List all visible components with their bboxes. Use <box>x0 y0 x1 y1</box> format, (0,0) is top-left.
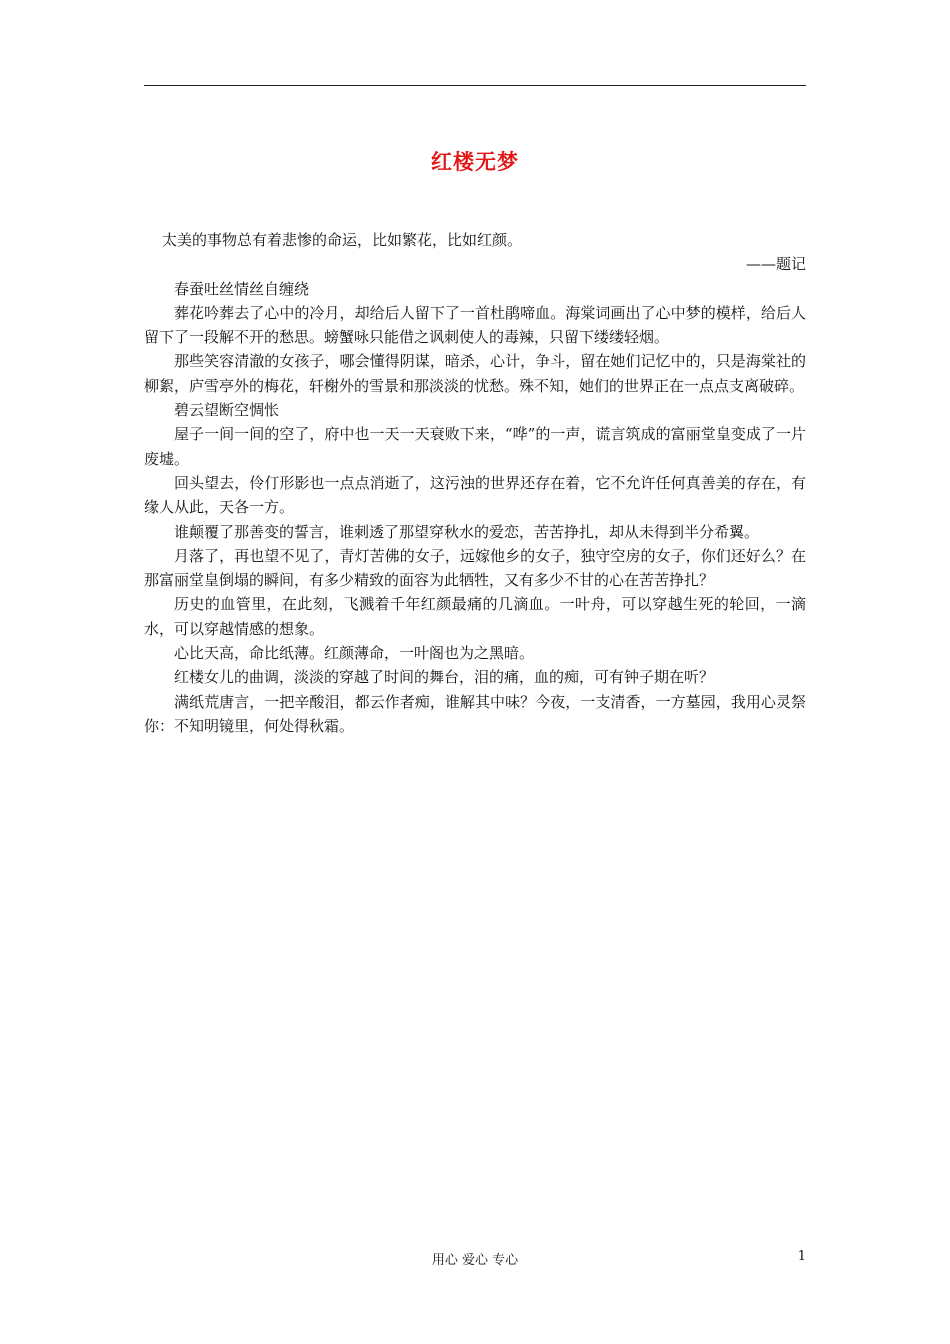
paragraph: 葬花吟葬去了心中的冷月，却给后人留下了一首杜鹃啼血。海棠词画出了心中梦的模样，给后人留下了一段解不开的愁思。螃蟹咏只能借之讽刺使人的毒辣，只留下缕缕轻烟。 <box>144 303 806 347</box>
section-heading: 春蚕吐丝情丝自缠绕 <box>174 279 310 298</box>
header-rule <box>144 85 806 86</box>
paragraph: 历史的血管里，在此刻，飞溅着千年红颜最痛的几滴血。一叶舟，可以穿越生死的轮回，一滴水，可以穿越情感的想象。 <box>144 595 806 638</box>
document-title: 红楼无梦 <box>431 150 519 174</box>
section-heading: 碧云望断空惆怅 <box>174 401 280 420</box>
document-body <box>144 228 806 738</box>
paragraph: 回头望去，伶仃形影也一点点消逝了，这污浊的世界还存在着，它不允许任何真善美的存在，有缘人从此，天各一方。 <box>144 473 806 517</box>
epigraph-attribution: ——题记 <box>745 255 806 274</box>
footer-motto: 用心 爱心 专心 <box>431 1253 519 1268</box>
paragraph: 谁颠覆了那善变的誓言，谁刺透了那望穿秋水的爱恋，苦苦挣扎，却从未得到半分希翼。 <box>174 522 760 541</box>
paragraph: 那些笑容清澈的女孩子，哪会懂得阴谋，暗杀，心计，争斗，留在她们记忆中的，只是海棠社的柳絮，庐雪亭外的梅花，轩榭外的雪景和那淡淡的忧愁。殊不知，她们的世界正在一点点支离破碎。 <box>144 352 806 395</box>
paragraph: 满纸荒唐言，一把辛酸泪，都云作者痴，谁解其中味？今夜，一支清香，一方墓园，我用心灵祭你：不知明镜里，何处得秋霜。 <box>144 692 806 735</box>
paragraph: 月落了，再也望不见了，青灯苦佛的女子，远嫁他乡的女子，独守空房的女子，你们还好么？在那富丽堂皇倒塌的瞬间，有多少精致的面容为此牺牲，又有多少不甘的心在苦苦挣扎？ <box>144 546 806 590</box>
epigraph: 太美的事物总有着悲惨的命运，比如繁花，比如红颜。 <box>162 231 523 249</box>
page-number: 1 <box>797 1249 806 1264</box>
paragraph: 屋子一间一间的空了，府中也一天一天衰败下来，“哗”的一声，谎言筑成的富丽堂皇变成了一片废墟。 <box>144 425 806 468</box>
paragraph: 红楼女儿的曲调，淡淡的穿越了时间的舞台，泪的痛，血的痴，可有钟子期在听？ <box>174 668 715 687</box>
paragraph: 心比天高，命比纸薄。红颜薄命，一叶阁也为之黑暗。 <box>174 644 535 663</box>
